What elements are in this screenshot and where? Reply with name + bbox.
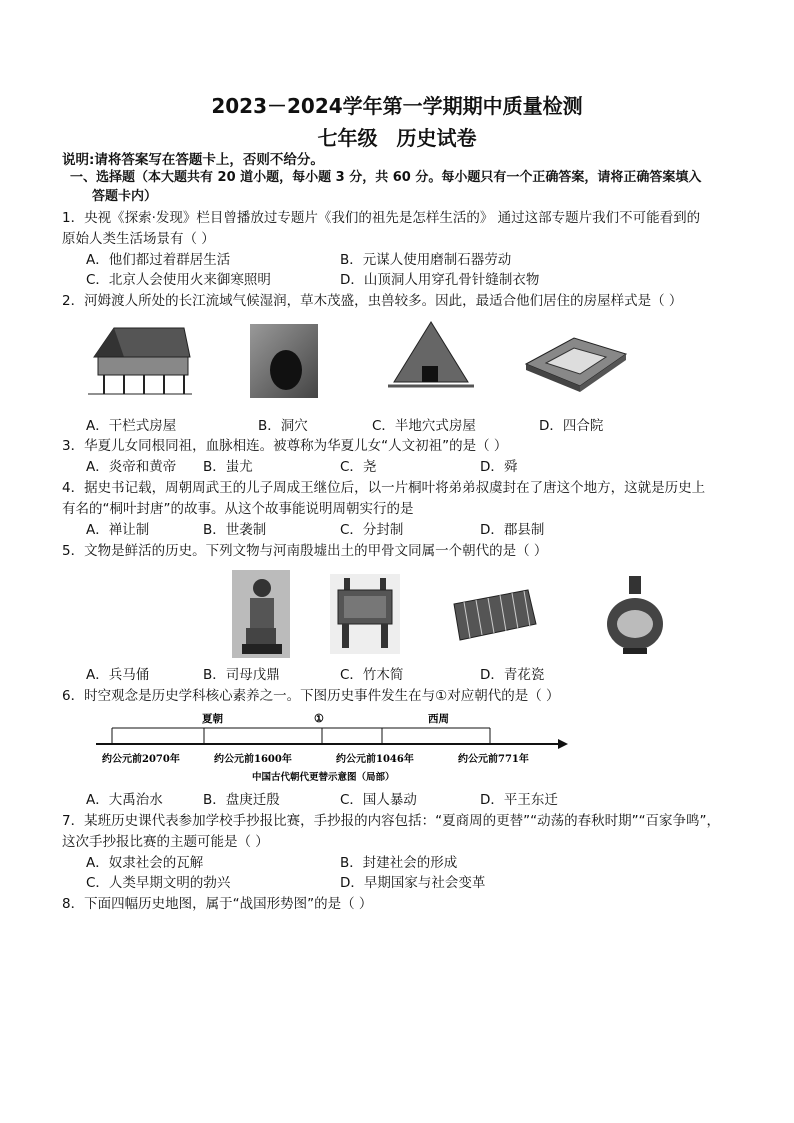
section-heading-cont: 答题卡内） [92,189,158,204]
timeline-period-western-zhou: 西周 [428,713,449,725]
courtyard-house-image [522,330,630,394]
stilt-house-image [84,322,194,400]
terracotta-warrior-image [232,570,290,658]
q7-option-d[interactable]: D．早期国家与社会变革 [340,875,486,891]
q3-option-b[interactable]: B．蚩尤 [203,459,253,475]
question-6-stem: 6．时空观念是历史学科核心素养之一。下图历史事件发生在与①对应朝代的是（ ） [62,688,560,704]
timeline-caption: 中国古代朝代更替示意图（局部） [252,772,395,783]
question-7-stem-cont: 这次手抄报比赛的主题可能是（ ） [62,834,269,850]
timeline-date-1: 约公元前2070年 [102,754,180,765]
q6-option-c[interactable]: C．国人暴动 [340,792,417,808]
q2-option-d[interactable]: D．四合院 [539,418,604,434]
q5-option-a[interactable]: A．兵马俑 [86,667,150,683]
question-4-stem-cont: 有名的“桐叶封唐”的故事。从这个故事能说明周朝实行的是 [62,501,414,517]
q7-option-a[interactable]: A．奴隶社会的瓦解 [86,855,204,871]
question-3-stem: 3．华夏儿女同根同祖，血脉相连。被尊称为华夏儿女“人文初祖”的是（ ） [62,438,508,454]
cave-image [250,324,318,398]
page-title: 2023－2024学年第一学期期中质量检测 [211,94,583,118]
q6-option-a[interactable]: A．大禹治水 [86,792,163,808]
q5-option-d[interactable]: D．青花瓷 [480,667,545,683]
q4-option-d[interactable]: D．郡县制 [480,522,545,538]
q3-option-c[interactable]: C．尧 [340,459,377,475]
q1-option-b[interactable]: B．元谋人使用磨制石器劳动 [340,252,512,268]
question-1-stem: 1．央视《探索·发现》栏目曾播放过专题片《我们的祖先是怎样生活的》 通过这部专题片我们不可能看到的 [62,210,701,226]
q1-option-a[interactable]: A．他们都过着群居生活 [86,252,231,268]
timeline-date-2: 约公元前1600年 [214,754,292,765]
timeline-period-1: ① [314,712,324,725]
simuwu-ding-image [330,574,400,654]
subject-label: 历史试卷 [396,126,477,150]
question-8-stem: 8．下面四幅历史地图，属于“战国形势图”的是（ ） [62,896,373,912]
timeline-period-xia: 夏朝 [202,713,223,725]
q2-option-a[interactable]: A．干栏式房屋 [86,418,177,434]
grade-label: 七年级 [317,126,378,150]
q1-option-d[interactable]: D．山顶洞人用穿孔骨针缝制衣物 [340,272,540,288]
q4-option-c[interactable]: C．分封制 [340,522,404,538]
blue-white-porcelain-image [599,572,671,656]
timeline-date-3: 约公元前1046年 [336,754,414,765]
q7-option-c[interactable]: C．人类早期文明的勃兴 [86,875,231,891]
question-4-stem: 4．据史书记载，周朝周武王的儿子周成王继位后，以一片桐叶将弟弟叔虞封在了唐这个地方，这就是历史上 [62,480,706,496]
q4-option-b[interactable]: B．世袭制 [203,522,267,538]
page-subtitle [0,122,794,151]
timeline-date-4: 约公元前771年 [458,754,529,765]
question-1-stem-cont: 原始人类生活场景有（ ） [62,231,215,247]
q6-option-b[interactable]: B．盘庚迁殷 [203,792,280,808]
q1-option-c[interactable]: C．北京人会使用火来御寒照明 [86,272,271,288]
question-2-stem: 2．河姆渡人所处的长江流域气候湿润，草木茂盛，虫兽较多。因此，最适合他们居住的房屋样式是（ ） [62,293,683,309]
question-5-stem: 5．文物是鲜活的历史。下列文物与河南殷墟出土的甲骨文同属一个朝代的是（ ） [62,543,548,559]
bamboo-slips-image [448,584,540,644]
section-heading: 一、选择题（本大题共有 20 道小题，每小题 3 分，共 60 分。每小题只有一个正确答案，请将正确答案填入 [70,170,702,185]
q6-option-d[interactable]: D．平王东迁 [480,792,558,808]
q7-option-b[interactable]: B．封建社会的形成 [340,855,458,871]
q3-option-d[interactable]: D．舜 [480,459,518,475]
q2-option-b[interactable]: B．洞穴 [258,418,308,434]
q3-option-a[interactable]: A．炎帝和黄帝 [86,459,177,475]
instructions: 说明:请将答案写在答题卡上，否则不给分。 [62,152,324,168]
q5-option-b[interactable]: B．司母戊鼎 [203,667,280,683]
question-7-stem: 7．某班历史课代表参加学校手抄报比赛，手抄报的内容包括：“夏商周的更替”“动荡的春秋时期”“百家争鸣”， [62,813,721,829]
q2-option-c[interactable]: C．半地穴式房屋 [372,418,476,434]
dynasty-timeline [92,708,572,786]
q5-option-c[interactable]: C．竹木简 [340,667,404,683]
semi-pit-house-image [386,320,476,400]
q4-option-a[interactable]: A．禅让制 [86,522,150,538]
